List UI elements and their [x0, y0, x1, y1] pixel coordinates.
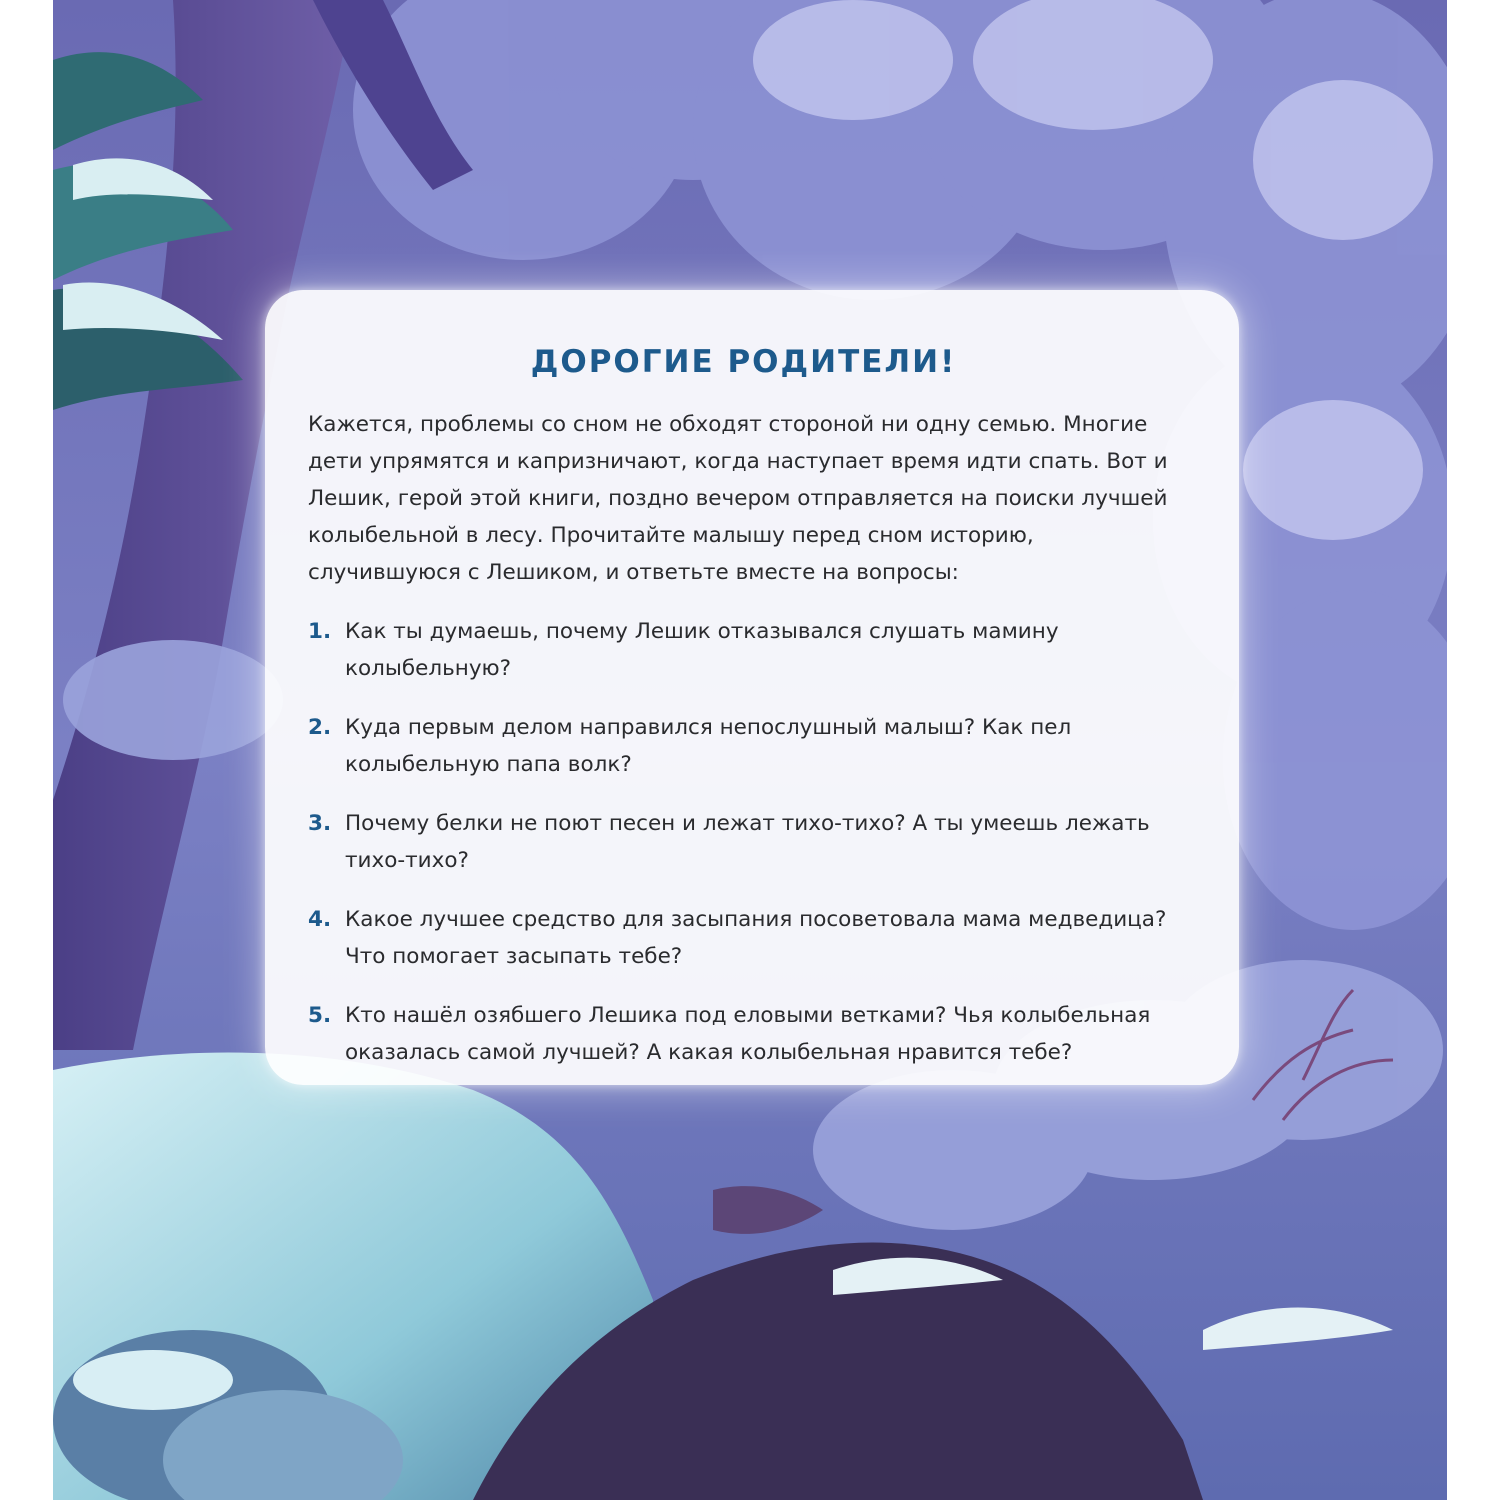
- question-text: Какое лучшее средство для засыпания посоветовала мама медведица? Что помогает засыпать тебе?: [345, 907, 1167, 969]
- book-page: [53, 0, 1447, 1500]
- questions-list: [308, 613, 1179, 1071]
- question-text: Как ты думаешь, почему Лешик отказывался слушать мамину колыбельную?: [345, 619, 1059, 681]
- question-number: 2.: [308, 715, 332, 740]
- question-text: Кто нашёл озябшего Лешика под еловыми ветками? Чья колыбельная оказалась самой лучшей? А какая колыбельная нравится тебе?: [345, 1003, 1151, 1065]
- intro-paragraph: Кажется, проблемы со сном не обходят стороной ни одну семью. Многие дети упрямятся и капризничают, когда наступает время идти спать. Вот и Лешик, герой этой книги, поздно вечером отправляется на поиски лучшей колыбельной в лесу. Прочитайте малышу перед сном историю, случившуюся с Лешиком, и ответьте вместе на вопросы:: [308, 412, 1168, 585]
- parents-note-card: [265, 290, 1239, 1085]
- question-number: 4.: [308, 907, 332, 932]
- question-number: 1.: [308, 619, 332, 644]
- page-title: ДОРОГИЕ РОДИТЕЛИ!: [530, 344, 957, 380]
- question-item: [308, 997, 1179, 1071]
- question-number: 5.: [308, 1003, 332, 1028]
- question-item: [308, 613, 1179, 687]
- question-text: Почему белки не поют песен и лежат тихо-тихо? А ты умеешь лежать тихо-тихо?: [345, 811, 1150, 873]
- question-number: 3.: [308, 811, 332, 836]
- question-text: Куда первым делом направился непослушный малыш? Как пел колыбельную папа волк?: [345, 715, 1072, 777]
- question-item: [308, 901, 1179, 975]
- question-item: [308, 805, 1179, 879]
- question-item: [308, 709, 1179, 783]
